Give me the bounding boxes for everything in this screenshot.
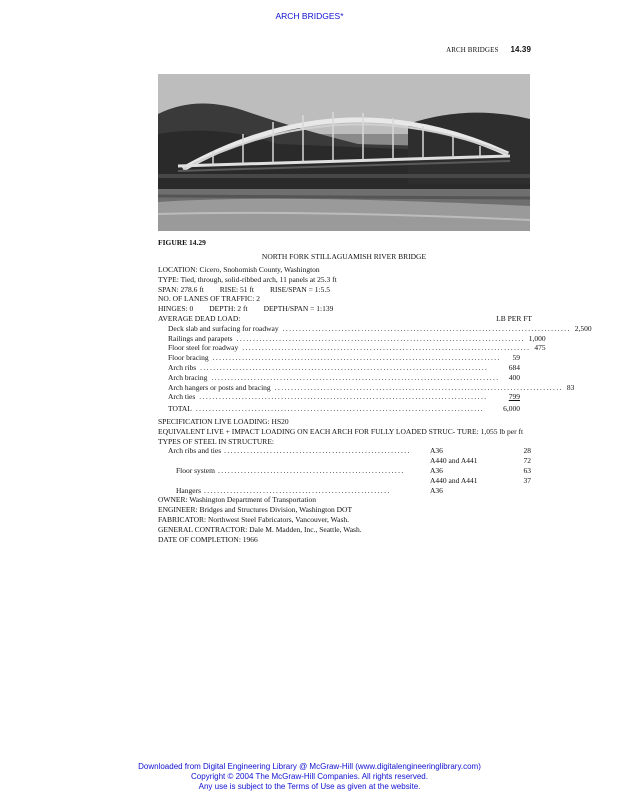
steel-member-label: Arch ribs and ties bbox=[168, 446, 222, 456]
equivalent-loading: EQUIVALENT LIVE + IMPACT LOADING ON EACH ARCH FOR FULLY LOADED STRUC- TURE: 1,055 lb per ft bbox=[158, 426, 524, 436]
dead-load-row: Railings and parapets ........................................................................................ 1,000 bbox=[168, 333, 546, 343]
dead-load-value: 400 bbox=[508, 372, 520, 382]
depth-span-ratio: DEPTH/SPAN = 1:139 bbox=[263, 304, 334, 314]
hinges-line bbox=[158, 304, 532, 314]
bridge-photo bbox=[158, 74, 530, 231]
dead-load-row: Arch ties ........................................................................................ 799 bbox=[168, 392, 520, 402]
total-value: 6,000 bbox=[503, 404, 520, 414]
steel-grade: A440 and A441 bbox=[430, 456, 478, 466]
dead-load-label: Arch bracing bbox=[168, 372, 208, 382]
total-label: TOTAL bbox=[168, 404, 192, 414]
dead-load-label: Deck slab and surfacing for roadway bbox=[168, 323, 279, 333]
rise-value: RISE: 51 ft bbox=[219, 284, 254, 294]
figure-title: NORTH FORK STILLAGUAMISH RIVER BRIDGE bbox=[261, 252, 427, 261]
dead-load-label: Floor steel for roadway bbox=[168, 343, 239, 353]
contractor-line: GENERAL CONTRACTOR: Dale M. Madden, Inc., Seattle, Wash. bbox=[158, 524, 362, 534]
depth-value: DEPTH: 2 ft bbox=[209, 304, 248, 314]
copyright-line: Copyright © 2004 The McGraw-Hill Companies. All rights reserved. bbox=[191, 772, 428, 781]
steel-grade: A36 bbox=[430, 485, 443, 495]
dead-load-value: 2,500 bbox=[574, 323, 592, 333]
steel-grade: A36 bbox=[430, 465, 443, 475]
rise-span-ratio: RISE/SPAN = 1:5.5 bbox=[269, 284, 330, 294]
chapter-link[interactable]: ARCH BRIDGES* bbox=[275, 11, 344, 21]
page-number: 14.39 bbox=[510, 45, 531, 54]
bridge-data-sheet bbox=[158, 265, 592, 544]
dead-load-heading bbox=[158, 314, 532, 324]
dead-load-row: Arch bracing ........................................................................................ 400 bbox=[168, 372, 520, 382]
dead-load-label: Arch hangers or posts and bracing bbox=[168, 382, 271, 392]
running-head-title: ARCH BRIDGES bbox=[446, 46, 499, 54]
steel-grade: A440 and A441 bbox=[430, 475, 478, 485]
dead-load-row: Deck slab and surfacing for roadway ........................................................................................ 2,500 bbox=[168, 323, 592, 333]
dead-load-value: 799 bbox=[508, 392, 520, 402]
figure-label: FIGURE 14.29 bbox=[158, 238, 206, 247]
dead-load-row: Floor steel for roadway ........................................................................................ 475 bbox=[168, 343, 546, 353]
hinges-value: HINGES: 0 bbox=[158, 304, 194, 314]
dead-load-row: Arch hangers or posts and bracing ........................................................................................ 83 bbox=[168, 382, 575, 392]
dead-load-value: 475 bbox=[534, 343, 546, 353]
terms-line: Any use is subject to the Terms of Use as given at the website. bbox=[198, 782, 421, 791]
steel-member-label: Floor system bbox=[176, 465, 215, 475]
download-line[interactable]: Downloaded from Digital Engineering Library @ McGraw-Hill (www.digitalengineeringlibrary.com) bbox=[138, 762, 481, 771]
steel-percent: 72 bbox=[523, 456, 531, 466]
owner-line: OWNER: Washington Department of Transportation bbox=[158, 495, 316, 505]
dead-load-row: Arch ribs ........................................................................................ 684 bbox=[168, 362, 520, 372]
running-head bbox=[420, 45, 531, 54]
completion-line: DATE OF COMPLETION: 1966 bbox=[158, 534, 258, 544]
dead-load-value: 684 bbox=[508, 362, 520, 372]
dead-load-label: Arch ribs bbox=[168, 362, 197, 372]
dead-load-row: Floor bracing ........................................................................................ 59 bbox=[168, 353, 520, 363]
steel-row-floor: Floor system ......................................................... A36 63 bbox=[176, 465, 531, 475]
steel-heading: TYPES OF STEEL IN STRUCTURE: bbox=[158, 436, 274, 446]
fabricator-line: FABRICATOR: Northwest Steel Fabricators, Vancouver, Wash. bbox=[158, 514, 350, 524]
dead-load-title: AVERAGE DEAD LOAD: bbox=[158, 313, 241, 323]
steel-percent: 28 bbox=[523, 446, 531, 456]
dead-load-label: Floor bracing bbox=[168, 353, 209, 363]
lanes-line: NO. OF LANES OF TRAFFIC: 2 bbox=[158, 294, 260, 304]
span-value: SPAN: 278.6 ft bbox=[158, 284, 204, 294]
dead-load-value: 83 bbox=[566, 382, 575, 392]
download-notice bbox=[0, 762, 619, 792]
steel-row-floor-2 bbox=[158, 476, 532, 486]
location-line: LOCATION: Cicero, Snohomish County, Washington bbox=[158, 265, 320, 274]
engineer-line: ENGINEER: Bridges and Structures Division, Washington DOT bbox=[158, 505, 353, 515]
steel-member-label: Hangers bbox=[176, 485, 201, 495]
spec-live-loading: SPECIFICATION LIVE LOADING: HS20 bbox=[158, 416, 289, 426]
span-line bbox=[158, 285, 532, 295]
dead-load-label: Arch ties bbox=[168, 392, 196, 402]
type-line: TYPE: Tied, through, solid-ribbed arch, 11 panels at 25.3 ft bbox=[158, 274, 337, 284]
steel-percent: 37 bbox=[523, 475, 531, 485]
dead-load-value: 1,000 bbox=[528, 333, 546, 343]
dead-load-total-row: TOTAL ........................................................................................ 6,000 bbox=[168, 404, 520, 414]
steel-row-hangers: Hangers ......................................................... A36 bbox=[176, 485, 443, 495]
dead-load-value: 59 bbox=[512, 353, 520, 363]
steel-row-arch-ribs-2 bbox=[158, 456, 532, 466]
steel-grade: A36 bbox=[430, 446, 443, 456]
dead-load-unit: LB PER FT bbox=[496, 313, 532, 323]
steel-percent: 63 bbox=[523, 465, 531, 475]
steel-row-arch-ribs: Arch ribs and ties ......................................................... A36 28 bbox=[168, 446, 531, 456]
dead-load-label: Railings and parapets bbox=[168, 333, 233, 343]
